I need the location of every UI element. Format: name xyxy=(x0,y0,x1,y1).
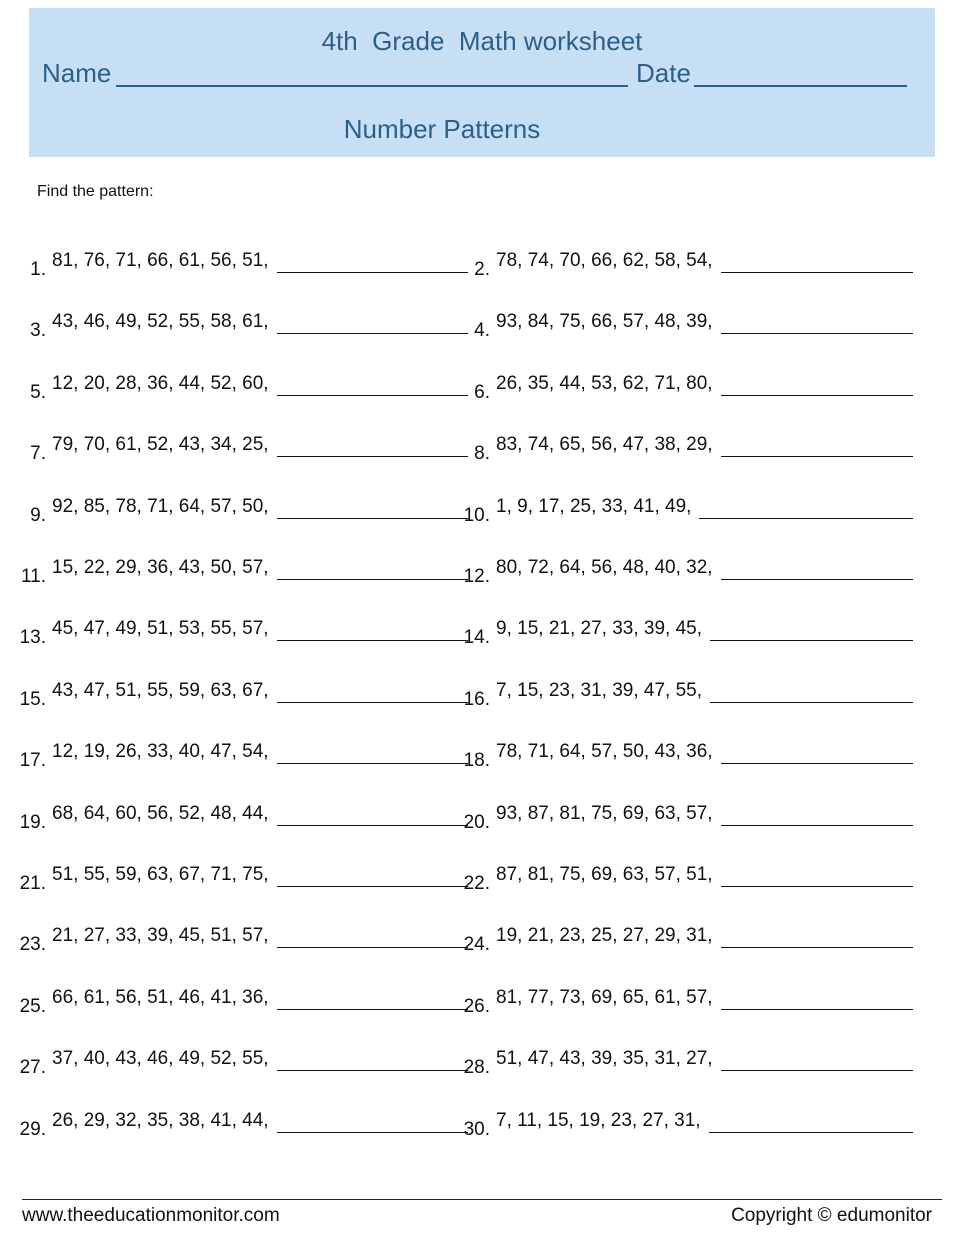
answer-blank[interactable] xyxy=(721,579,913,580)
problem-number: 14. xyxy=(463,627,490,648)
problem-item xyxy=(14,741,468,781)
problem-number: 2. xyxy=(474,259,490,280)
problem-item xyxy=(458,864,913,904)
answer-blank[interactable] xyxy=(709,1132,913,1133)
answer-blank[interactable] xyxy=(277,395,468,396)
answer-blank[interactable] xyxy=(710,702,913,703)
problem-number: 27. xyxy=(19,1057,46,1078)
problem-item xyxy=(458,434,913,474)
problem-number: 25. xyxy=(19,996,46,1017)
problem-number: 13. xyxy=(19,627,46,648)
problem-item xyxy=(458,680,913,720)
problem-number: 19. xyxy=(19,812,46,833)
problem-item xyxy=(14,250,468,290)
problem-item xyxy=(14,373,468,413)
problem-sequence: 9, 15, 21, 27, 33, 39, 45, xyxy=(496,618,702,639)
answer-blank[interactable] xyxy=(721,947,913,948)
problem-sequence: 7, 11, 15, 19, 23, 27, 31, xyxy=(496,1110,701,1131)
problem-sequence: 78, 74, 70, 66, 62, 58, 54, xyxy=(496,250,713,271)
answer-blank[interactable] xyxy=(277,333,468,334)
problem-sequence: 43, 46, 49, 52, 55, 58, 61, xyxy=(52,311,269,332)
problem-number: 30. xyxy=(463,1119,490,1140)
problem-sequence: 81, 76, 71, 66, 61, 56, 51, xyxy=(52,250,269,271)
problem-sequence: 81, 77, 73, 69, 65, 61, 57, xyxy=(496,987,713,1008)
name-field[interactable] xyxy=(116,85,628,87)
problem-number: 3. xyxy=(30,320,46,341)
problem-number: 16. xyxy=(463,689,490,710)
problem-sequence: 43, 47, 51, 55, 59, 63, 67, xyxy=(52,680,269,701)
answer-blank[interactable] xyxy=(721,272,913,273)
problem-sequence: 19, 21, 23, 25, 27, 29, 31, xyxy=(496,925,713,946)
problem-item xyxy=(14,925,468,965)
problem-item xyxy=(458,618,913,658)
problem-sequence: 26, 29, 32, 35, 38, 41, 44, xyxy=(52,1110,269,1131)
problem-item xyxy=(14,1048,468,1088)
problem-number: 1. xyxy=(30,259,46,280)
problem-item xyxy=(458,1110,913,1150)
problem-number: 9. xyxy=(30,505,46,526)
problem-number: 29. xyxy=(19,1119,46,1140)
answer-blank[interactable] xyxy=(277,1009,468,1010)
problem-item xyxy=(458,925,913,965)
problem-sequence: 93, 87, 81, 75, 69, 63, 57, xyxy=(496,803,713,824)
answer-blank[interactable] xyxy=(710,640,913,641)
problem-number: 21. xyxy=(19,873,46,894)
instruction-text: Find the pattern: xyxy=(37,183,154,200)
problem-item xyxy=(14,557,468,597)
answer-blank[interactable] xyxy=(277,1132,468,1133)
problem-number: 15. xyxy=(19,689,46,710)
answer-blank[interactable] xyxy=(277,579,468,580)
problem-item xyxy=(458,1048,913,1088)
problem-item xyxy=(458,557,913,597)
worksheet-title: 4th Grade Math worksheet xyxy=(321,26,643,56)
problem-sequence: 7, 15, 23, 31, 39, 47, 55, xyxy=(496,680,702,701)
problem-item xyxy=(14,680,468,720)
answer-blank[interactable] xyxy=(277,518,468,519)
problem-item xyxy=(458,496,913,536)
answer-blank[interactable] xyxy=(721,886,913,887)
answer-blank[interactable] xyxy=(277,947,468,948)
problem-sequence: 80, 72, 64, 56, 48, 40, 32, xyxy=(496,557,713,578)
problem-item xyxy=(458,250,913,290)
problem-sequence: 37, 40, 43, 46, 49, 52, 55, xyxy=(52,1048,269,1069)
problem-sequence: 51, 47, 43, 39, 35, 31, 27, xyxy=(496,1048,713,1069)
footer-website: www.theeducationmonitor.com xyxy=(22,1205,280,1226)
worksheet-header xyxy=(29,8,935,157)
answer-blank[interactable] xyxy=(277,702,468,703)
date-field[interactable] xyxy=(694,85,907,87)
problem-item xyxy=(14,496,468,536)
problem-sequence: 51, 55, 59, 63, 67, 71, 75, xyxy=(52,864,269,885)
problem-sequence: 83, 74, 65, 56, 47, 38, 29, xyxy=(496,434,713,455)
problem-number: 5. xyxy=(30,382,46,403)
answer-blank[interactable] xyxy=(721,1070,913,1071)
problem-number: 22. xyxy=(463,873,490,894)
problem-item xyxy=(458,987,913,1027)
problem-number: 12. xyxy=(463,566,490,587)
worksheet-subtitle: Number Patterns xyxy=(343,114,541,144)
problem-sequence: 15, 22, 29, 36, 43, 50, 57, xyxy=(52,557,269,578)
problem-item xyxy=(458,311,913,351)
problem-item xyxy=(14,434,468,474)
problem-item xyxy=(14,803,468,843)
problem-number: 6. xyxy=(474,382,490,403)
answer-blank[interactable] xyxy=(277,763,468,764)
problem-number: 10. xyxy=(463,505,490,526)
problem-item xyxy=(458,741,913,781)
answer-blank[interactable] xyxy=(721,1009,913,1010)
answer-blank[interactable] xyxy=(277,640,468,641)
answer-blank[interactable] xyxy=(277,825,468,826)
answer-blank[interactable] xyxy=(277,456,468,457)
problem-number: 4. xyxy=(474,320,490,341)
problem-sequence: 79, 70, 61, 52, 43, 34, 25, xyxy=(52,434,269,455)
problem-item xyxy=(458,803,913,843)
problem-number: 23. xyxy=(19,934,46,955)
problem-number: 24. xyxy=(463,934,490,955)
problem-sequence: 45, 47, 49, 51, 53, 55, 57, xyxy=(52,618,269,639)
problem-number: 26. xyxy=(463,996,490,1017)
problem-sequence: 78, 71, 64, 57, 50, 43, 36, xyxy=(496,741,713,762)
problem-sequence: 66, 61, 56, 51, 46, 41, 36, xyxy=(52,987,269,1008)
problem-number: 7. xyxy=(30,443,46,464)
date-label: Date xyxy=(636,58,691,88)
problem-item xyxy=(14,618,468,658)
footer-divider xyxy=(22,1199,942,1200)
answer-blank[interactable] xyxy=(699,518,913,519)
problem-number: 28. xyxy=(463,1057,490,1078)
answer-blank[interactable] xyxy=(721,763,913,764)
problem-item xyxy=(14,864,468,904)
problem-number: 18. xyxy=(463,750,490,771)
problem-number: 17. xyxy=(19,750,46,771)
problem-sequence: 92, 85, 78, 71, 64, 57, 50, xyxy=(52,496,269,517)
problem-sequence: 1, 9, 17, 25, 33, 41, 49, xyxy=(496,496,692,517)
answer-blank[interactable] xyxy=(277,272,468,273)
problem-item xyxy=(458,373,913,413)
answer-blank[interactable] xyxy=(277,1070,468,1071)
answer-blank[interactable] xyxy=(721,395,913,396)
problem-sequence: 87, 81, 75, 69, 63, 57, 51, xyxy=(496,864,713,885)
problem-item xyxy=(14,311,468,351)
answer-blank[interactable] xyxy=(277,886,468,887)
problem-item xyxy=(14,1110,468,1150)
problem-sequence: 68, 64, 60, 56, 52, 48, 44, xyxy=(52,803,269,824)
answer-blank[interactable] xyxy=(721,456,913,457)
problem-sequence: 21, 27, 33, 39, 45, 51, 57, xyxy=(52,925,269,946)
problem-item xyxy=(14,987,468,1027)
problem-number: 8. xyxy=(474,443,490,464)
name-label: Name xyxy=(42,58,112,88)
problem-sequence: 12, 20, 28, 36, 44, 52, 60, xyxy=(52,373,269,394)
problem-number: 20. xyxy=(463,812,490,833)
problem-sequence: 12, 19, 26, 33, 40, 47, 54, xyxy=(52,741,269,762)
footer-copyright: Copyright © edumonitor xyxy=(731,1205,932,1226)
name-date-line xyxy=(42,58,922,94)
problem-number: 11. xyxy=(20,566,46,587)
answer-blank[interactable] xyxy=(721,333,913,334)
problem-sequence: 93, 84, 75, 66, 57, 48, 39, xyxy=(496,311,713,332)
answer-blank[interactable] xyxy=(721,825,913,826)
problem-sequence: 26, 35, 44, 53, 62, 71, 80, xyxy=(496,373,713,394)
